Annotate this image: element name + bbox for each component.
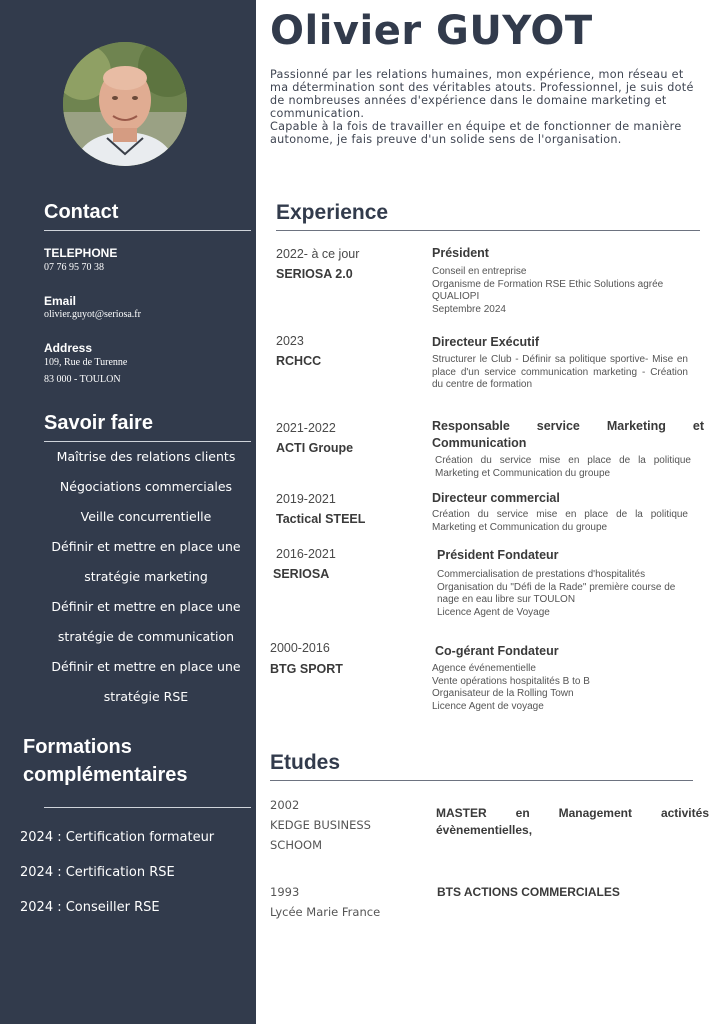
experience-heading: Experience (276, 201, 389, 224)
address-line-2: 83 000 - TOULON (44, 374, 121, 385)
phone-value: 07 76 95 70 38 (44, 262, 104, 273)
education-title: BTS ACTIONS COMMERCIALES (437, 885, 620, 899)
formation-item: 2024 : Certification formateur (20, 830, 215, 845)
formation-item: 2024 : Conseiller RSE (20, 900, 160, 915)
education-year: 2002 (270, 798, 300, 812)
experience-period: 2023 (276, 334, 304, 348)
experience-period: 2000-2016 (270, 641, 330, 655)
education-year: 1993 (270, 885, 300, 899)
address-line-1: 109, Rue de Turenne (44, 357, 128, 368)
skill-line: Négociations commerciales (59, 479, 233, 494)
profile-summary: Passionné par les relations humaines, mon expérience, mon réseau et ma détermination sont des véritables atouts. Professionnel, je suis doté de nombreuses années d'expérience dans le domaine marketing et communication. Capable à la fois de travailler en équipe et de fonctionner de manière autonome, je fais preuve d'un solide sens de l'organisation. (270, 68, 694, 146)
skill-line: Maîtrise des relations clients (56, 449, 236, 464)
skill-line: stratégie marketing (84, 569, 208, 584)
formation-item: 2024 : Certification RSE (20, 865, 175, 880)
skill-line: Définir et mettre en place une (51, 599, 241, 614)
person-name: Olivier GUYOT (270, 8, 593, 54)
experience-role: Président Fondateur (437, 548, 559, 562)
education-title: MASTER en Management activités évènementielles, (436, 806, 709, 837)
education-school: Lycée Marie France (270, 905, 381, 919)
education-school: KEDGE BUSINESS SCHOOM (270, 818, 371, 852)
skills-heading: Savoir faire (44, 412, 153, 434)
experience-role: Directeur commercial (432, 491, 560, 505)
experience-company: SERIOSA (273, 567, 330, 581)
experience-role: Co-gérant Fondateur (435, 644, 559, 658)
skills-list (20, 447, 272, 717)
experience-role: Directeur Exécutif (432, 335, 539, 349)
skill-line: stratégie RSE (103, 689, 189, 704)
experience-period: 2019-2021 (276, 492, 336, 506)
experience-role: Président (432, 246, 489, 260)
email-value[interactable]: olivier.guyot@seriosa.fr (44, 309, 141, 320)
experience-company: SERIOSA 2.0 (276, 267, 353, 281)
skill-line: Veille concurrentielle (80, 509, 212, 524)
formations-heading-line-1: Formations (23, 736, 132, 758)
experience-description: Agence événementielle Vente opérations hospitalités B to B Organisateur de la Rolling Town Licence Agent de voyage (432, 663, 590, 712)
profile-photo (63, 42, 187, 166)
contact-divider (44, 230, 251, 231)
education-heading: Etudes (270, 751, 341, 774)
experience-company: Tactical STEEL (276, 512, 366, 526)
experience-period: 2016-2021 (276, 547, 336, 561)
education-divider (270, 780, 693, 781)
formations-divider (44, 807, 251, 808)
experience-description: Structurer le Club - Définir sa politique sportive- Mise en place d'un service communication marketing - Création du centre de formation (432, 354, 688, 390)
email-label: Email (44, 294, 77, 308)
contact-heading: Contact (44, 201, 119, 223)
phone-label: TELEPHONE (44, 246, 118, 260)
experience-description: Commercialisation de prestations d'hospitalités Organisation du "Défi de la Rade" première course de nage en eau libre sur TOULON Licence Agent de Voyage (437, 569, 676, 618)
experience-period: 2022- à ce jour (276, 247, 360, 261)
experience-role: Responsable service Marketing et Communication (432, 419, 704, 450)
experience-description: Création du service mise en place de la politique Marketing et Communication du groupe (435, 455, 691, 479)
experience-description: Conseil en entreprise Organisme de Formation RSE Ethic Solutions agrée QUALIOPI Septembre 2024 (432, 266, 664, 315)
formations-heading-line-2: complémentaires (23, 764, 188, 786)
formations-heading (23, 733, 188, 789)
sidebar (0, 0, 256, 1024)
skills-divider (44, 441, 251, 442)
experience-company: BTG SPORT (270, 662, 343, 676)
address-label: Address (44, 341, 93, 355)
experience-company: ACTI Groupe (276, 441, 354, 455)
experience-company: RCHCC (276, 354, 322, 368)
skill-line: stratégie de communication (57, 629, 235, 644)
skill-line: Définir et mettre en place une (51, 539, 241, 554)
skill-line: Définir et mettre en place une (51, 659, 241, 674)
experience-divider (276, 230, 700, 231)
experience-description: Création du service mise en place de la politique Marketing et Communication du groupe (432, 509, 688, 533)
experience-period: 2021-2022 (276, 421, 336, 435)
